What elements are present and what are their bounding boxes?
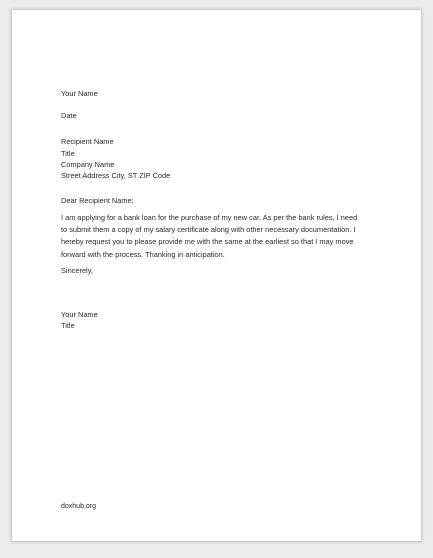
recipient-name: Recipient Name (61, 137, 114, 146)
recipient-title: Title (61, 149, 75, 158)
recipient-address: Street Address City, ST ZIP Code (61, 171, 171, 180)
body-line: hereby request you to please provide me with the same at the earliest so that I may move (61, 237, 354, 247)
footer-watermark: doxhub.org (61, 503, 97, 510)
body-line: to submit them a copy of my salary certificate along with other necessary documentation. I (61, 225, 356, 235)
salutation: Dear Recipient Name: (61, 196, 134, 205)
document-page (11, 9, 422, 542)
signature-title: Title (61, 321, 75, 330)
sender-name: Your Name (61, 89, 98, 98)
letter-body (61, 212, 383, 261)
signature-name: Your Name (61, 310, 98, 319)
body-line: forward with the process. Thanking in anticipation. (61, 249, 225, 259)
letter-date: Date (61, 111, 77, 120)
recipient-company: Company Name (61, 160, 115, 169)
closing: Sincerely, (61, 266, 93, 275)
body-line: I am applying for a bank loan for the purchase of my new car. As per the bank rules, I need (61, 213, 358, 222)
